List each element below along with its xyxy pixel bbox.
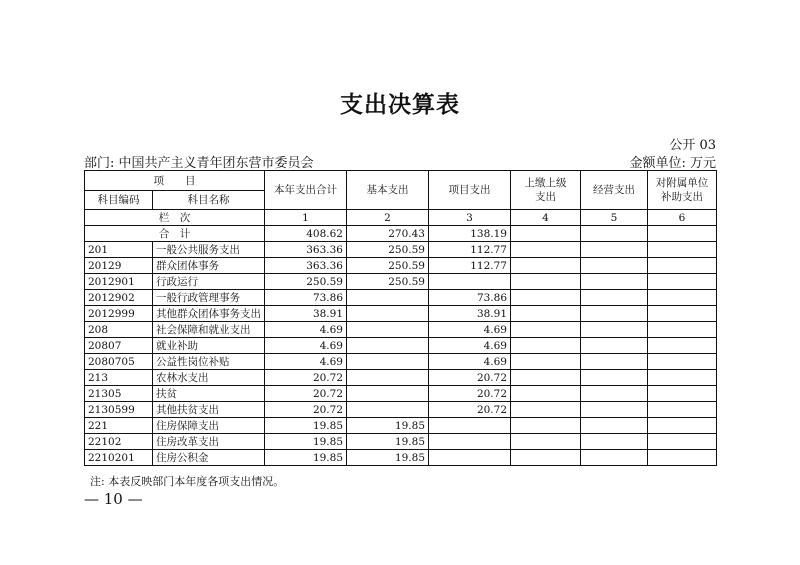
project-cell: 73.86	[429, 290, 511, 306]
project-cell: 20.72	[429, 386, 511, 402]
basic-cell	[347, 354, 429, 370]
basic-cell	[347, 338, 429, 354]
page-title: 支出决算表	[340, 91, 460, 118]
subsidy-cell	[648, 290, 717, 306]
basic-cell: 19.85	[347, 434, 429, 450]
project-cell: 112.77	[429, 242, 511, 258]
table-row	[85, 242, 717, 258]
column-index-4: 4	[511, 210, 581, 226]
operating-cell	[581, 338, 648, 354]
name-cell: 农林水支出	[153, 370, 265, 386]
operating-cell	[581, 402, 648, 418]
project-cell	[429, 274, 511, 290]
column-index-label: 栏 次	[85, 210, 265, 226]
total-cell: 19.85	[265, 434, 347, 450]
upper-cell	[511, 386, 581, 402]
total-cell: 4.69	[265, 322, 347, 338]
operating-cell	[581, 242, 648, 258]
upper-cell	[511, 322, 581, 338]
name-cell: 社会保障和就业支出	[153, 322, 265, 338]
project-cell: 4.69	[429, 322, 511, 338]
code-cell: 2012902	[85, 290, 153, 306]
header-subject-code: 科目编码	[85, 191, 153, 210]
name-cell: 其他扶贫支出	[153, 402, 265, 418]
total-cell: 4.69	[265, 354, 347, 370]
name-cell: 扶贫	[153, 386, 265, 402]
basic-cell: 19.85	[347, 418, 429, 434]
column-index-2: 2	[347, 210, 429, 226]
project-cell: 4.69	[429, 338, 511, 354]
project-cell: 4.69	[429, 354, 511, 370]
name-cell: 住房保障支出	[153, 418, 265, 434]
operating-cell	[581, 322, 648, 338]
code-cell: 2012999	[85, 306, 153, 322]
name-cell: 就业补助	[153, 338, 265, 354]
expenditure-table	[84, 170, 717, 466]
name-cell: 群众团体事务	[153, 258, 265, 274]
operating-cell	[581, 306, 648, 322]
table-row	[85, 274, 717, 290]
total-cell: 408.62	[265, 226, 347, 242]
name-cell: 一般公共服务支出	[153, 242, 265, 258]
project-cell: 138.19	[429, 226, 511, 242]
upper-cell	[511, 434, 581, 450]
upper-cell	[511, 370, 581, 386]
total-cell: 38.91	[265, 306, 347, 322]
upper-cell	[511, 450, 581, 466]
subsidy-cell	[648, 306, 717, 322]
code-cell: 213	[85, 370, 153, 386]
total-cell: 4.69	[265, 338, 347, 354]
table-row	[85, 338, 717, 354]
code-cell: 2210201	[85, 450, 153, 466]
name-cell: 其他群众团体事务支出	[153, 306, 265, 322]
upper-cell	[511, 242, 581, 258]
name-cell: 公益性岗位补贴	[153, 354, 265, 370]
operating-cell	[581, 386, 648, 402]
project-cell: 20.72	[429, 402, 511, 418]
upper-cell	[511, 338, 581, 354]
table-row	[85, 354, 717, 370]
code-cell: 20129	[85, 258, 153, 274]
subsidy-cell	[648, 402, 717, 418]
subsidy-cell	[648, 322, 717, 338]
header-upper	[511, 171, 581, 210]
table-row	[85, 258, 717, 274]
total-cell: 250.59	[265, 274, 347, 290]
upper-cell	[511, 274, 581, 290]
column-index-5: 5	[581, 210, 648, 226]
subsidy-cell	[648, 434, 717, 450]
table-note: 注: 本表反映部门本年度各项支出情况。	[90, 475, 285, 488]
basic-cell: 19.85	[347, 450, 429, 466]
basic-cell	[347, 306, 429, 322]
operating-cell	[581, 226, 648, 242]
total-cell: 20.72	[265, 370, 347, 386]
code-cell: 21305	[85, 386, 153, 402]
total-cell: 20.72	[265, 402, 347, 418]
page-number: — 10 —	[84, 490, 143, 508]
header-operating: 经营支出	[581, 171, 648, 210]
code-cell: 20807	[85, 338, 153, 354]
code-cell: 2080705	[85, 354, 153, 370]
table-row	[85, 370, 717, 386]
operating-cell	[581, 354, 648, 370]
subsidy-cell	[648, 226, 717, 242]
project-cell	[429, 434, 511, 450]
operating-cell	[581, 258, 648, 274]
basic-cell	[347, 290, 429, 306]
subsidy-cell	[648, 418, 717, 434]
basic-cell	[347, 402, 429, 418]
upper-cell	[511, 258, 581, 274]
operating-cell	[581, 450, 648, 466]
subsidy-cell	[648, 370, 717, 386]
name-cell: 住房改革支出	[153, 434, 265, 450]
total-cell: 19.85	[265, 450, 347, 466]
operating-cell	[581, 434, 648, 450]
basic-cell: 270.43	[347, 226, 429, 242]
basic-cell	[347, 386, 429, 402]
total-cell: 363.36	[265, 242, 347, 258]
total-row	[85, 226, 717, 242]
total-cell: 363.36	[265, 258, 347, 274]
unit-label: 金额单位: 万元	[629, 156, 716, 171]
subsidy-cell	[648, 258, 717, 274]
header-subject-name: 科目名称	[153, 191, 265, 210]
code-cell: 221	[85, 418, 153, 434]
header-upper-line1: 上缴上级	[524, 177, 567, 189]
header-subsidy	[648, 171, 717, 210]
code-cell: 2130599	[85, 402, 153, 418]
header-total: 本年支出合计	[265, 171, 347, 210]
column-index-1: 1	[265, 210, 347, 226]
subsidy-cell	[648, 386, 717, 402]
total-cell: 73.86	[265, 290, 347, 306]
operating-cell	[581, 370, 648, 386]
total-label: 合 计	[85, 226, 265, 242]
upper-cell	[511, 226, 581, 242]
project-cell: 20.72	[429, 370, 511, 386]
operating-cell	[581, 418, 648, 434]
total-cell: 19.85	[265, 418, 347, 434]
basic-cell	[347, 370, 429, 386]
upper-cell	[511, 402, 581, 418]
basic-cell: 250.59	[347, 274, 429, 290]
basic-cell	[347, 322, 429, 338]
table-row	[85, 402, 717, 418]
subsidy-cell	[648, 274, 717, 290]
header-subsidy-line2: 补助支出	[661, 191, 703, 203]
project-cell	[429, 418, 511, 434]
upper-cell	[511, 306, 581, 322]
department-label: 部门: 中国共产主义青年团东营市委员会	[84, 156, 314, 171]
project-cell	[429, 450, 511, 466]
basic-cell: 250.59	[347, 258, 429, 274]
table-row	[85, 290, 717, 306]
form-code: 公开 03	[669, 138, 716, 153]
header-subsidy-line1: 对附属单位	[655, 177, 709, 189]
operating-cell	[581, 274, 648, 290]
header-project: 项目支出	[429, 171, 511, 210]
total-cell: 20.72	[265, 386, 347, 402]
table-row	[85, 418, 717, 434]
upper-cell	[511, 290, 581, 306]
header-item: 项 目	[85, 171, 265, 191]
subsidy-cell	[648, 338, 717, 354]
table-row	[85, 306, 717, 322]
name-cell: 行政运行	[153, 274, 265, 290]
operating-cell	[581, 290, 648, 306]
code-cell: 201	[85, 242, 153, 258]
header-upper-line2: 支出	[535, 191, 556, 203]
header-basic: 基本支出	[347, 171, 429, 210]
code-cell: 208	[85, 322, 153, 338]
project-cell: 38.91	[429, 306, 511, 322]
name-cell: 一般行政管理事务	[153, 290, 265, 306]
table-row	[85, 450, 717, 466]
basic-cell: 250.59	[347, 242, 429, 258]
table-row	[85, 322, 717, 338]
upper-cell	[511, 354, 581, 370]
table-row	[85, 386, 717, 402]
table-row	[85, 434, 717, 450]
column-index-6: 6	[648, 210, 717, 226]
name-cell: 住房公积金	[153, 450, 265, 466]
project-cell: 112.77	[429, 258, 511, 274]
code-cell: 2012901	[85, 274, 153, 290]
code-cell: 22102	[85, 434, 153, 450]
upper-cell	[511, 418, 581, 434]
subsidy-cell	[648, 242, 717, 258]
subsidy-cell	[648, 450, 717, 466]
column-index-3: 3	[429, 210, 511, 226]
subsidy-cell	[648, 354, 717, 370]
